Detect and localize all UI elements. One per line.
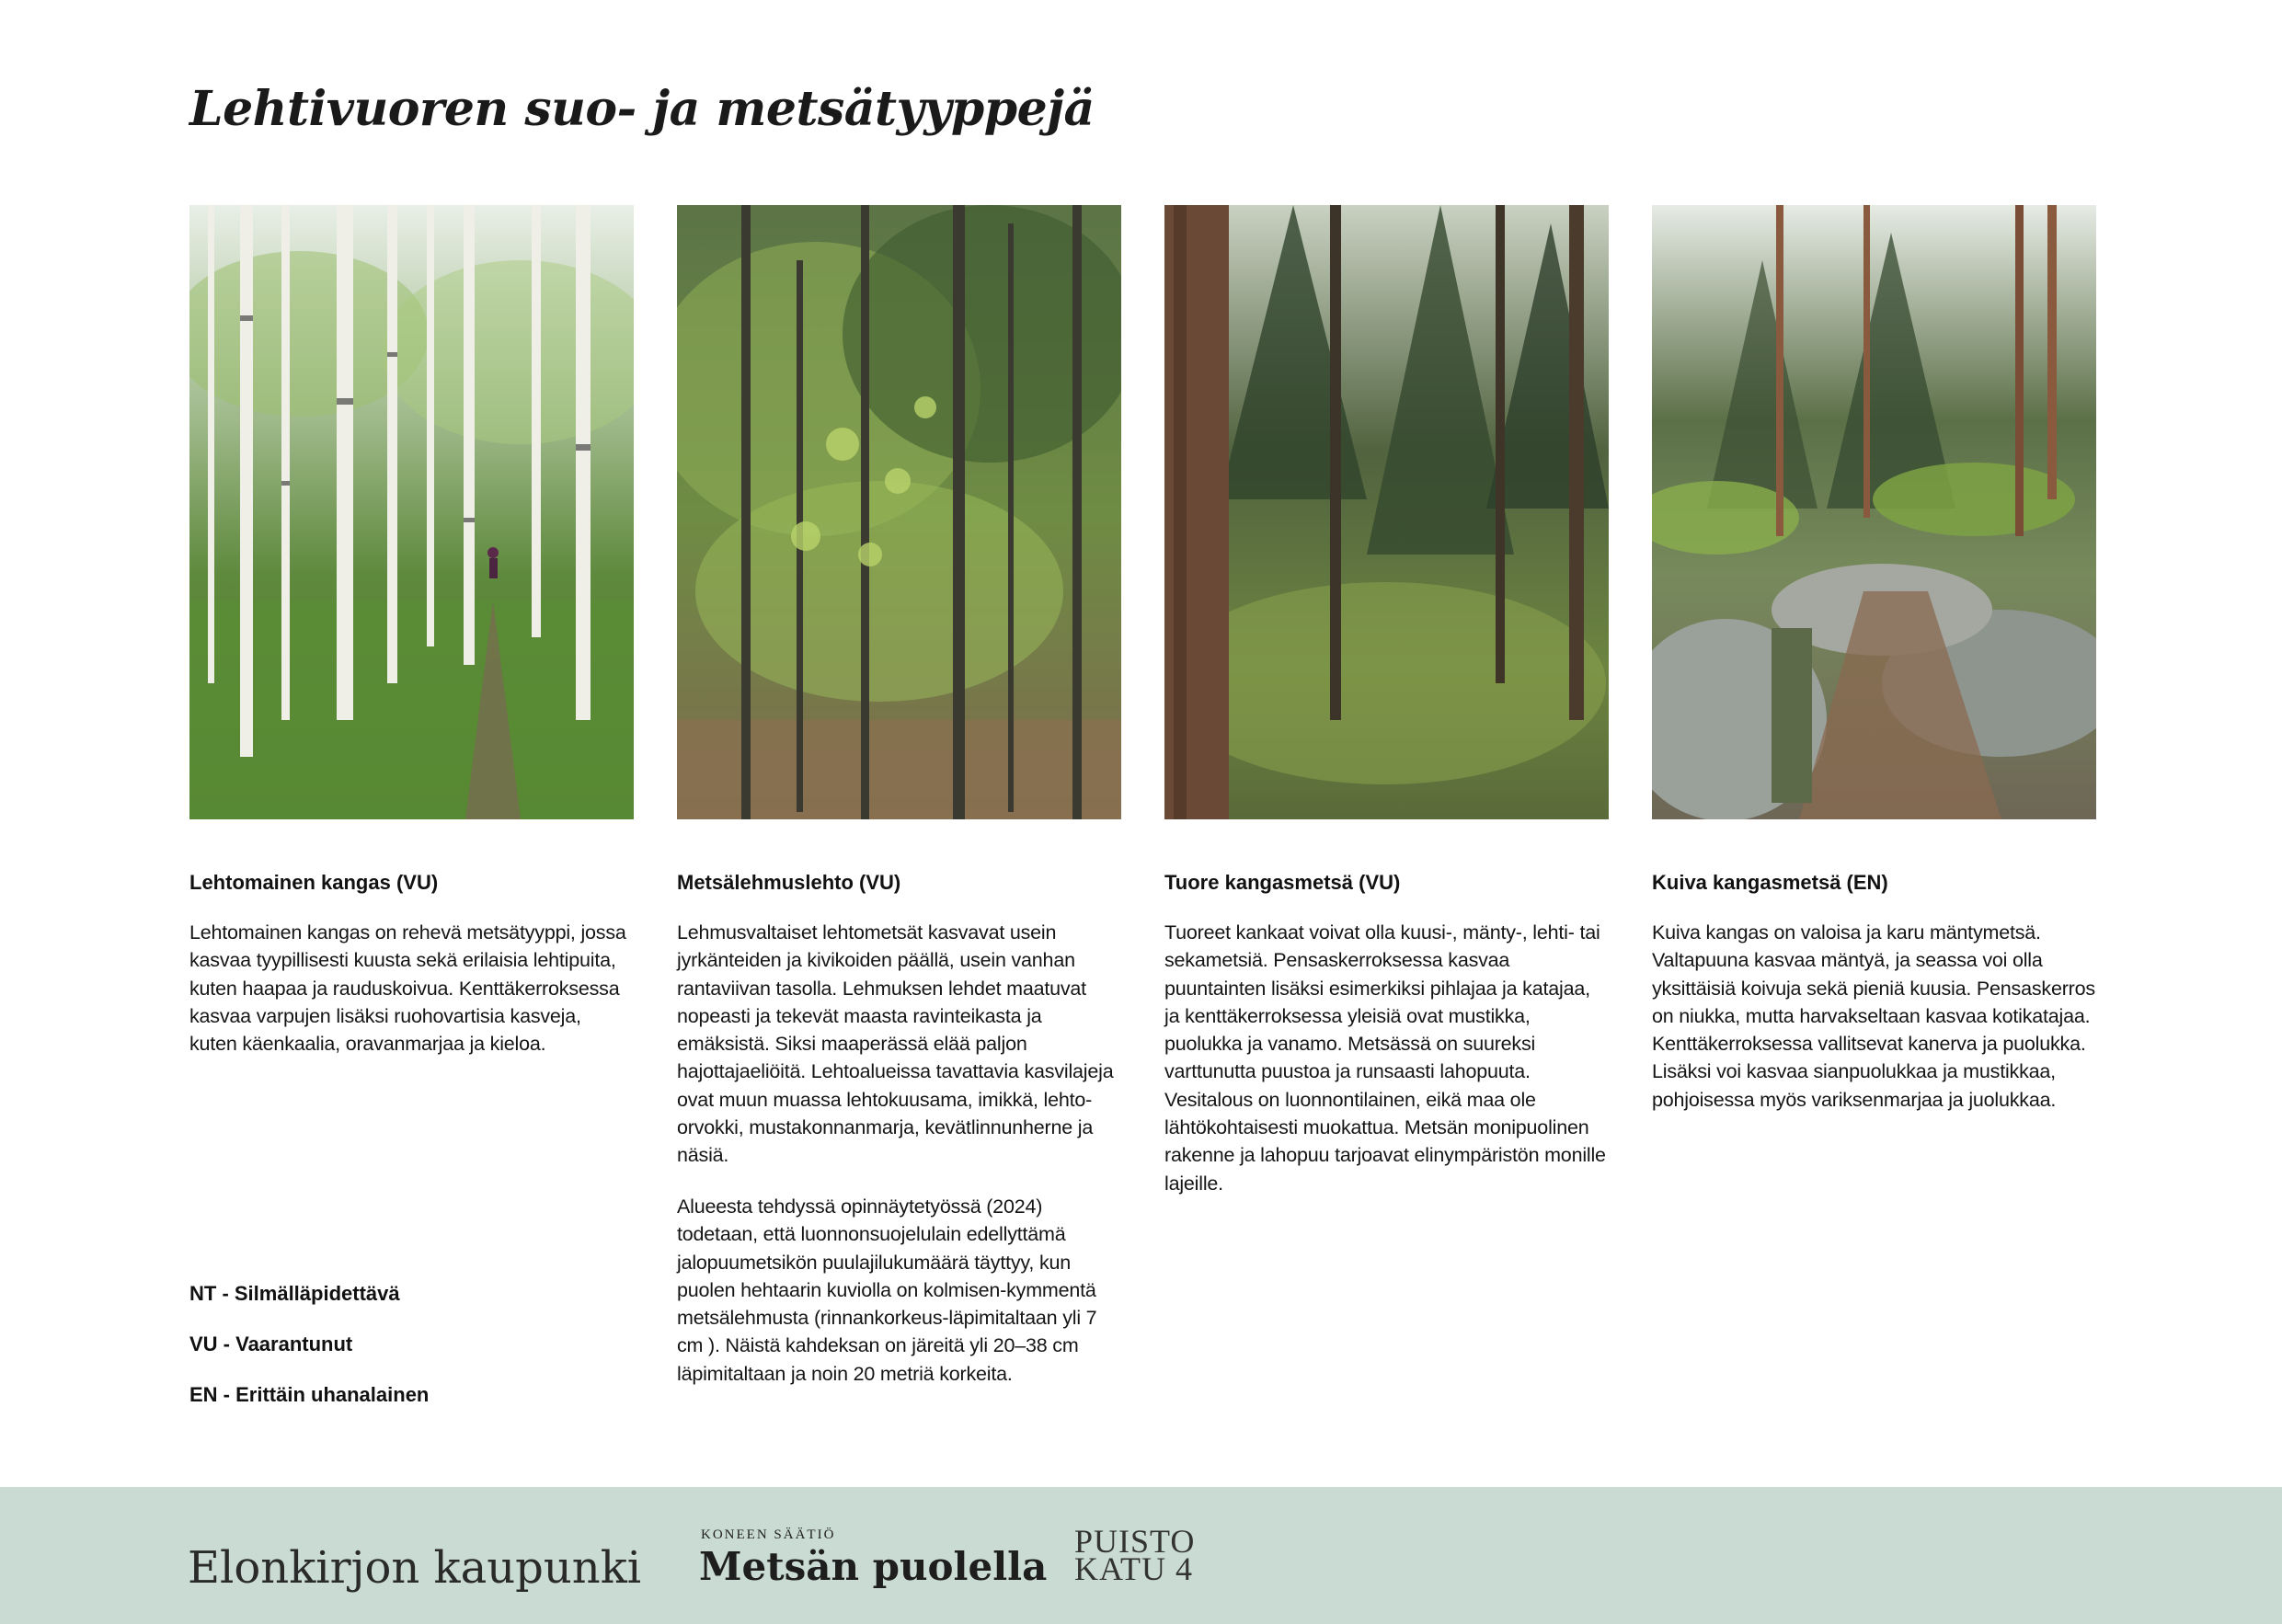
pine-rocky-forest-photo	[1652, 205, 2096, 819]
column-paragraph: Lehtomainen kangas on rehevä metsätyyppi, jossa kasvaa tyypillisesti kuusta sekä erilaisia lehtipuita, kuten haapaa ja rauduskoivua. Kenttäkerroksessa kasvaa varpujen lisäksi ruohovartisia kasveja, kuten käenkaalia, oravanmarjaa ja kieloa.	[189, 921, 626, 1056]
puistokatu-4-logo	[1074, 1523, 1196, 1587]
column-paragraph: Lehmusvaltaiset lehtometsät kasvavat usein jyrkänteiden ja kivikoiden päällä, usein vanhan rantaviivan tasolla. Lehmuksen lehdet maatuvat nopeasti ja tekevät maasta ravinteikasta ja emäksistä. Siksi maaperässä elää paljon hajottajaeliöitä. Lehtoalueissa tavattavia kasvilajeja ovat muun muassa lehtokuusama, imikkä, lehto-orvokki, mustakonnanmarja, kevätlinnunherne ja näsiä.	[677, 921, 1114, 1167]
column-paragraph: Kuiva kangas on valoisa ja karu mäntymetsä. Valtapuuna kasvaa mäntyä, ja seassa voi olla yksittäisiä koivuja sekä pieniä kuusia. Pensaskerros on niukka, mutta harvakseltaan kasvaa kotikatajaa. Kenttäkerroksessa vallitsevat kanerva ja puolukka. Lisäksi voi kasvaa sianpuolukkaa ja mustikkaa, pohjoisessa myös variksenmarjaa ja juolukkaa.	[1652, 921, 2095, 1111]
column-paragraph: Tuoreet kankaat voivat olla kuusi-, mänty-, lehti- tai sekametsiä. Pensaskerroksessa kasvaa puuntainten lisäksi esimerkiksi pihlajaa ja katajaa, ja kenttäkerroksessa yleisiä ovat mustikka, puolukka ja vanamo. Metsässä on suureksi varttunutta puustoa ja runsaasti lahopuuta. Vesitalous on luonnontilainen, eikä maa ole lähtökohtaisesti muokattua. Metsän monipuolinen rakenne ja lahopuu tarjoavat elinympäristön monille lajeille.	[1164, 921, 1606, 1195]
elonkirjon-kaupunki-logo: Elonkirjon kaupunki	[188, 1542, 642, 1594]
column-kuiva-kangasmetsa	[1652, 205, 2096, 1111]
threat-category-legend	[189, 1280, 429, 1432]
legend-item-vu: VU - Vaarantunut	[189, 1332, 353, 1355]
spruce-forest-photo	[1164, 205, 1609, 819]
koneen-saatio-logo-text: KONEEN SÄÄTIÖ	[701, 1527, 836, 1542]
column-heading: Kuiva kangasmetsä (EN)	[1652, 871, 1888, 894]
linden-grove-photo	[677, 205, 1121, 819]
column-lehtomainen-kangas	[189, 205, 634, 1056]
metsan-puolella-logo: Metsän puolella	[699, 1544, 1048, 1589]
column-heading: Metsälehmuslehto (VU)	[677, 871, 901, 894]
column-heading: Lehtomainen kangas (VU)	[189, 871, 439, 894]
birch-forest-photo	[189, 205, 634, 819]
column-metsalehmuslehto	[677, 205, 1121, 1385]
page-title: Lehtivuoren suo- ja metsätyyppejä	[189, 81, 1095, 137]
column-heading: Tuore kangasmetsä (VU)	[1164, 871, 1401, 894]
puisto-logo-line2: KATU 4	[1074, 1550, 1193, 1587]
column-paragraph: Alueesta tehdyssä opinnäytetyössä (2024) todetaan, että luonnonsuojelulain edellyttämä jalopuumetsikön puulajilukumäärä täyttyy, kun puolen hehtaarin kuviolla on kolmisen-kymmentä metsälehmusta (rinnankorkeus-läpimitaltaan yli 7 cm ). Näistä kahdeksan on järeitä yli 20–38 cm läpimitaltaan ja noin 20 metriä korkeita.	[677, 1195, 1097, 1385]
puisto-logo-line1: PUISTO	[1074, 1523, 1196, 1560]
legend-item-en: EN - Erittäin uhanalainen	[189, 1383, 430, 1406]
footer-bar	[0, 1487, 2282, 1624]
legend-item-nt: NT - Silmälläpidettävä	[189, 1282, 400, 1305]
column-tuore-kangasmetsa	[1164, 205, 1609, 1195]
